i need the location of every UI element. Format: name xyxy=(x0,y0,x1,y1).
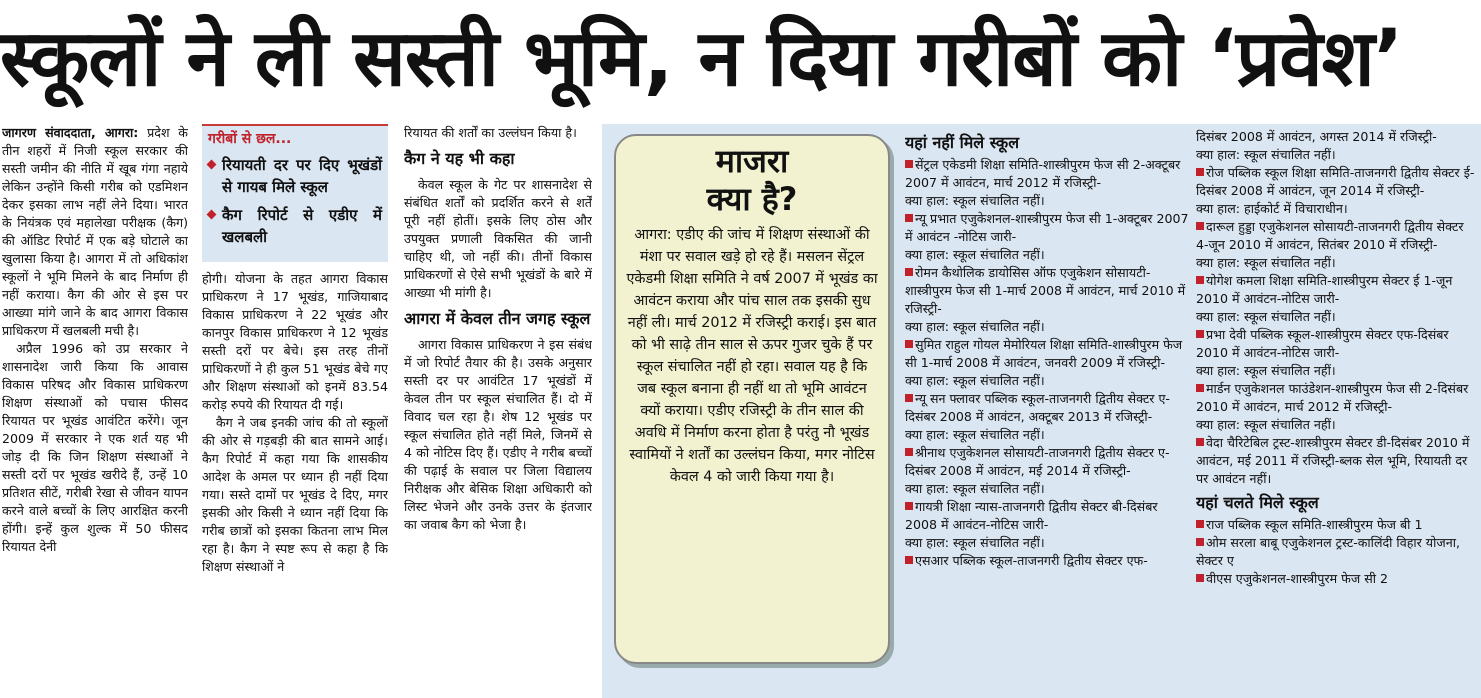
square-bullet-icon xyxy=(1196,438,1204,446)
list-entry xyxy=(905,552,1190,570)
paragraph: कैग ने जब इनकी जांच की तो स्कूलों की ओर से गड़बड़ी की बात सामने आई। कैग रिपोर्ट में कहा गया कि शासकीय आदेश के अमल पर ध्यान ही नहीं दिया गया। सस्ते दामों पर भूखंड दे दिए, मगर इसकी ओर किसी ने ध्यान नहीं दिया कि गरीब छात्रों को इसका कितना लाभ मिल रहा है। कैग ने स्पष्ट रूप से कहा है कि शिक्षण संस्थाओं ने xyxy=(202,415,388,574)
highlight-bullet: रियायती दर पर दिए भूखंडों से गायब मिले स्कूल xyxy=(208,154,382,198)
highlight-box xyxy=(202,124,388,262)
list-entry-text: न्यू सन फ्लावर पब्लिक स्कूल-ताजनगरी द्वितीय सेक्टर ए-दिसंबर 2008 में आवंटन, अक्टूबर 2013 में रजिस्ट्री- xyxy=(905,391,1170,424)
not-found-list-continued xyxy=(1196,128,1478,696)
running-school-text: वीएस एजुकेशनल-शास्त्रीपुरम फेज सी 2 xyxy=(1206,571,1388,586)
not-found-list xyxy=(905,128,1190,696)
list-entry-text: वेदा चैरिटेबिल ट्रस्ट-शास्त्रीपुरम सेक्टर डी-दिसंबर 2010 में आवंटन, मई 2011 में रजिस्ट्री-ब्लक सेल भूमि, रियायती दर पर आवंटन नहीं। xyxy=(1196,435,1470,486)
list-entry-status: क्या हाल: हाईकोर्ट में विचाराधीन। xyxy=(1196,201,1348,216)
list-entry-text: सेंट्रल एकेडमी शिक्षा समिति-शास्त्रीपुरम फेज सी 2-अक्टूबर 2007 में आवंटन, मार्च 2012 में रजिस्ट्री- xyxy=(905,157,1181,190)
list-entry-text: श्रीनाथ एजुकेशनल सोसायटी-ताजनगरी द्वितीय सेक्टर ए-दिसंबर 2008 में आवंटन, मई 2014 में रजिस्ट्री- xyxy=(905,445,1170,478)
column-2 xyxy=(202,124,388,696)
list-entry-status: क्या हाल: स्कूल संचालित नहीं। xyxy=(905,373,1045,388)
list-entry xyxy=(1196,434,1478,488)
majra-box xyxy=(614,134,890,664)
list-entry xyxy=(905,444,1190,480)
headline: स्कूलों ने ली सस्ती भूमि, न दिया गरीबों को ‘प्रवेश’ xyxy=(0,14,1403,104)
list-entry xyxy=(905,336,1190,372)
square-bullet-icon xyxy=(905,340,913,348)
list-entry-status: क्या हाल: स्कूल संचालित नहीं। xyxy=(905,481,1045,496)
list-entry-text: योगेश कमला शिक्षा समिति-शास्त्रीपुरम सेक्टर ई 1-जून 2010 में आवंटन-नोटिस जारी- xyxy=(1196,273,1453,306)
list-entry-status: क्या हाल: स्कूल संचालित नहीं। xyxy=(905,535,1045,550)
list-entries xyxy=(1196,164,1478,488)
square-bullet-icon xyxy=(905,502,913,510)
list-entry xyxy=(1196,218,1478,254)
list-entry-text: सुमित राहुल गोयल मेमोरियल शिक्षा समिति-शास्त्रीपुरम फेज सी 1-मार्च 2008 में आवंटन, जनवरी 2009 में रजिस्ट्री- xyxy=(905,337,1183,370)
list-entry-text: प्रभा देवी पब्लिक स्कूल-शास्त्रीपुरम सेक्टर एफ-दिसंबर 2010 में आवंटन-नोटिस जारी- xyxy=(1196,327,1449,360)
list-entry xyxy=(905,390,1190,426)
paragraph: केवल स्कूल के गेट पर शासनादेश से संबंधित शर्तों को प्रदर्शित करने से शर्तें पूरी नहीं होतीं। इसके लिए ठोस और उपयुक्त प्रणाली विकसित की जानी चाहिए थी, जो नहीं की। तीनों विकास प्राधिकरणों से ऐसे सभी भूखंडों के बारे में आख्या भी मांगी है। xyxy=(404,177,592,300)
square-bullet-icon xyxy=(1196,384,1204,392)
square-bullet-icon xyxy=(905,160,913,168)
list-entry xyxy=(1196,326,1478,362)
paragraph: अप्रैल 1996 को उप्र सरकार ने शासनादेश जारी किया कि आवास विकास परिषद और विकास प्राधिकरण शिक्षण संस्थाओं को पचास फीसद रियायत पर भूखंड आवंटित करेंगे। जून 2009 में सरकार ने एक शर्त यह भी जोड़ दी कि जिन शिक्षण संस्थाओं ने सस्ती दरों पर भूखंड खरीदे हैं, उन्हें 10 प्रतिशत सीटें, गरीबी रेखा से जीवन यापन करने वाले बच्चों के लिए आरक्षित करनी होंगी। इन्हें कुल शुल्क में 50 फीसद रियायत देनी xyxy=(2,341,188,554)
list-entry-text: न्यू प्रभात एजुकेशनल-शास्त्रीपुरम फेज सी 1-अक्टूबर 2007 में आवंटन -नोटिस जारी- xyxy=(905,211,1189,244)
majra-title-line: माजरा xyxy=(715,142,789,180)
square-bullet-icon xyxy=(905,448,913,456)
column-3 xyxy=(404,124,592,696)
list-entry-text: रोमन कैथोलिक डायोसिस ऑफ एजुकेशन सोसायटी-शास्त्रीपुरम फेज सी 1-मार्च 2008 में आवंटन, मार्च 2010 में रजिस्ट्री- xyxy=(905,265,1186,316)
square-bullet-icon xyxy=(1196,538,1204,546)
majra-title xyxy=(626,142,878,218)
square-bullet-icon xyxy=(1196,520,1204,528)
dateline: जागरण संवाददाता, आगरा: xyxy=(2,125,139,140)
highlight-bullet: कैग रिपोर्ट से एडीए में खलबली xyxy=(208,204,382,248)
list-entry-text: दारूल हुड्डा एजुकेशनल सोसायटी-ताजनगरी द्वितीय सेक्टर 4-जून 2010 में आवंटन, सितंबर 2010 में रजिस्ट्री- xyxy=(1196,219,1464,252)
square-bullet-icon xyxy=(1196,168,1204,176)
paragraph: रियायत की शर्तों का उल्लंघन किया है। xyxy=(404,125,577,140)
paragraph: आगरा विकास प्राधिकरण ने इस संबंध में जो रिपोर्ट तैयार की है। उसके अनुसार सस्ती दर पर आवंटित 17 भूखंडों में केवल तीन पर स्कूल संचालित हैं। दो में विवाद चल रहा है। शेष 12 भूखंड पर स्कूल संचालित होते नहीं मिले, जिनमें से 4 को नोटिस दिए हैं। एडीए ने गरीब बच्चों की पढ़ाई के सवाल पर जिला विद्यालय निरीक्षक और बेसिक शिक्षा अधिकारी को लिस्ट भेजने और उनके उत्तर के इंतजार का जवाब कैग को भेजा है। xyxy=(404,337,592,532)
list-entry xyxy=(905,264,1190,318)
subheading: आगरा में केवल तीन जगह स्कूल xyxy=(404,309,591,328)
running-school-text: राज पब्लिक स्कूल समिति-शास्त्रीपुरम फेज बी 1 xyxy=(1206,517,1423,532)
list-entry xyxy=(1196,380,1478,416)
list-title: यहां नहीं मिले स्कूल xyxy=(905,133,1020,152)
list-entry xyxy=(905,156,1190,192)
subheading: कैग ने यह भी कहा xyxy=(404,149,515,168)
square-bullet-icon xyxy=(905,556,913,564)
square-bullet-icon xyxy=(905,268,913,276)
square-bullet-icon xyxy=(1196,574,1204,582)
running-school-entry xyxy=(1196,534,1478,570)
running-school-text: ओम सरला बाबू एजुकेशनल ट्रस्ट-कालिंदी विहार योजना, सेक्टर ए xyxy=(1196,535,1460,568)
square-bullet-icon xyxy=(1196,276,1204,284)
paragraph: प्रदेश के तीन शहरों में निजी स्कूल सरकार की सस्ती जमीन की नीति में खूब गंगा नहाये लेकिन उन्होंने किसी गरीब को एडमिशन देकर इसका लाभ नहीं लेने दिया। भारत के नियंत्रक एवं महालेखा परीक्षक (कैग) की ऑडिट रिपोर्ट में एक बड़े घोटाले का खुलासा किया है। आगरा में तो अधिकांश स्कूलों ने भूमि मिलने के बाद निर्माण ही नहीं कराया। कैग की ओर से इस पर आख्या मांगे जाने के बाद आगरा विकास प्राधिकरण में खलबली मची है। xyxy=(2,125,188,338)
list-entry xyxy=(905,210,1190,246)
list-entry-text: गायत्री शिक्षा न्यास-ताजनगरी द्वितीय सेक्टर बी-दिसंबर 2008 में आवंटन-नोटिस जारी- xyxy=(905,499,1158,532)
square-bullet-icon xyxy=(1196,222,1204,230)
list-entry-text: मार्डन एजुकेशनल फाउंडेशन-शास्त्रीपुरम फेज सी 2-दिसंबर 2010 में आवंटन, मार्च 2012 में रजिस्ट्री- xyxy=(1196,381,1469,414)
list-entry-status: क्या हाल: स्कूल संचालित नहीं। xyxy=(1196,255,1336,270)
list-entry-text: एसआर पब्लिक स्कूल-ताजनगरी द्वितीय सेक्टर एफ- xyxy=(915,553,1148,568)
list-entry-status: क्या हाल: स्कूल संचालित नहीं। xyxy=(1196,417,1336,432)
running-list xyxy=(1196,516,1478,588)
list-title: यहां चलते मिले स्कूल xyxy=(1196,493,1319,512)
list-entry-text: रोज पब्लिक स्कूल शिक्षा समिति-ताजनगरी द्वितीय सेक्टर ई-दिसंबर 2008 में आवंटन, जून 2014 में रजिस्ट्री- xyxy=(1196,165,1475,198)
list-entry: दिसंबर 2008 में आवंटन, अगस्त 2014 में रजिस्ट्री- xyxy=(1196,129,1437,144)
list-entry-status: क्या हाल: स्कूल संचालित नहीं। xyxy=(1196,363,1336,378)
list-entry-status: क्या हाल: स्कूल संचालित नहीं। xyxy=(905,427,1045,442)
highlight-box-title: गरीबों से छल... xyxy=(208,131,292,147)
square-bullet-icon xyxy=(905,214,913,222)
list-entry-status: क्या हाल: स्कूल संचालित नहीं। xyxy=(905,193,1045,208)
paragraph: होगी। योजना के तहत आगरा विकास प्राधिकरण ने 17 भूखंड, गाजियाबाद विकास प्राधिकरण ने 22 भूखंड और कानपुर विकास प्राधिकरण ने 12 भूखंड सस्ती दरों पर बेचे। इस तरह तीनों प्राधिकरणों ने ही कुल 51 भूखंड बेचे गए और शिक्षण संस्थाओं को इनमें 83.54 करोड़ रुपये की रियायत दी गई। xyxy=(202,271,388,412)
square-bullet-icon xyxy=(1196,330,1204,338)
list-entry-status: क्या हाल: स्कूल संचालित नहीं। xyxy=(905,319,1045,334)
list-entry xyxy=(1196,164,1478,200)
list-entry-status: क्या हाल: स्कूल संचालित नहीं। xyxy=(1196,309,1336,324)
square-bullet-icon xyxy=(905,394,913,402)
list-entries xyxy=(905,156,1190,570)
list-entry-status: क्या हाल: स्कूल संचालित नहीं। xyxy=(1196,147,1336,162)
article-intro xyxy=(2,124,188,340)
running-school-entry xyxy=(1196,570,1478,588)
list-entry xyxy=(1196,272,1478,308)
list-entry xyxy=(905,498,1190,534)
column-1 xyxy=(2,124,188,696)
majra-body: आगरा: एडीए की जांच में शिक्षण संस्थाओं की मंशा पर सवाल खड़े हो रहे हैं। मसलन सेंट्रल एकेडमी शिक्षा समिति ने वर्ष 2007 में भूखंड का आवंटन कराया और पांच साल तक इसकी सुध नहीं ली। मार्च 2012 में रजिस्ट्री कराई। इस बात को भी साढ़े तीन साल से ऊपर गुजर चुके हैं पर स्कूल संचालित नहीं हो रहा। सवाल यह है कि जब स्कूल बनाना ही नहीं था तो भूमि आवंटन क्यों कराया। एडीए रजिस्ट्री के तीन साल की अवधि में निर्माण करना होता है परंतु नौ भूखंड स्वामियों ने शर्तों का उल्लंघन किया, मगर नोटिस केवल 4 को जारी किया गया है। xyxy=(626,227,878,485)
list-entry-status: क्या हाल: स्कूल संचालित नहीं। xyxy=(905,247,1045,262)
running-school-entry xyxy=(1196,516,1478,534)
majra-title-line: क्या है? xyxy=(706,180,798,218)
